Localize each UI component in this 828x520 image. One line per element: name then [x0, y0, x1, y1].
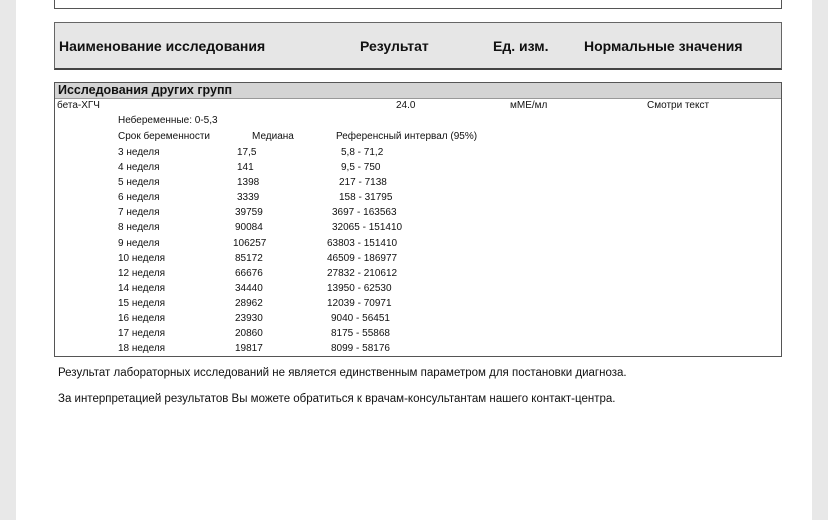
row-interval: 27832 - 210612	[327, 267, 398, 279]
row-interval: 5,8 - 71,2	[341, 147, 384, 158]
row-term: 15 неделя	[118, 297, 166, 309]
row-median: 19817	[235, 343, 263, 355]
header-norm: Нормальные значения	[584, 38, 743, 54]
document-page	[16, 0, 812, 520]
test-name: бета-ХГЧ	[57, 100, 100, 111]
reference-rows	[55, 147, 781, 358]
row-term: 7 неделя	[118, 207, 160, 219]
results-table-header	[54, 22, 782, 70]
reference-row	[55, 328, 781, 343]
row-interval: 3697 - 163563	[332, 207, 397, 219]
column-interval: Референсный интервал (95%)	[336, 131, 478, 142]
reference-row	[55, 177, 781, 192]
test-unit: мМЕ/мл	[510, 100, 548, 111]
reference-row	[55, 343, 781, 358]
reference-row	[55, 283, 781, 298]
row-interval: 9,5 - 750	[341, 162, 381, 174]
row-term: 3 неделя	[118, 147, 160, 158]
row-term: 10 неделя	[118, 252, 166, 264]
row-interval: 158 - 31795	[339, 192, 393, 204]
group-title-row	[55, 83, 781, 99]
row-term: 12 неделя	[118, 267, 166, 279]
row-median: 23930	[235, 313, 263, 325]
nonpregnant-reference: Небеременные: 0-5,3	[118, 115, 218, 126]
row-interval: 217 - 7138	[339, 177, 387, 189]
row-term: 14 неделя	[118, 282, 166, 294]
test-result: 24.0	[396, 100, 416, 111]
reference-row	[55, 207, 781, 222]
reference-row	[55, 192, 781, 207]
row-median: 39759	[235, 207, 263, 219]
row-term: 9 неделя	[118, 237, 160, 249]
row-term: 16 неделя	[118, 313, 166, 325]
row-interval: 13950 - 62530	[327, 282, 392, 294]
row-median: 28962	[235, 297, 263, 309]
row-term: 6 неделя	[118, 192, 160, 204]
row-median: 34440	[235, 282, 263, 294]
reference-row	[55, 222, 781, 237]
row-interval: 46509 - 186977	[327, 252, 398, 264]
row-median: 141	[237, 162, 254, 174]
row-interval: 12039 - 70971	[327, 297, 392, 309]
row-median: 20860	[235, 328, 263, 340]
row-interval: 32065 - 151410	[332, 222, 403, 234]
header-unit: Ед. изм.	[493, 38, 549, 54]
reference-row	[55, 238, 781, 253]
reference-row	[55, 162, 781, 177]
row-median: 1398	[237, 177, 260, 189]
reference-row	[55, 147, 781, 162]
previous-section-box	[54, 0, 782, 9]
group-title: Исследования других групп	[58, 83, 233, 97]
row-term: 8 неделя	[118, 222, 160, 234]
column-median: Медиана	[252, 131, 294, 142]
reference-row	[55, 298, 781, 313]
header-result: Результат	[360, 38, 429, 54]
results-table	[54, 82, 782, 357]
row-median: 90084	[235, 222, 263, 234]
test-norm: Смотри текст	[647, 100, 710, 111]
row-term: 5 неделя	[118, 177, 160, 189]
row-median: 66676	[235, 267, 263, 279]
row-median: 85172	[235, 252, 263, 264]
disclaimer-note: Результат лабораторных исследований не является единственным параметром для постановки диагноза.	[58, 367, 627, 379]
row-median: 106257	[233, 237, 267, 249]
row-term: 17 неделя	[118, 328, 166, 340]
row-interval: 63803 - 151410	[327, 237, 398, 249]
header-test-name: Наименование исследования	[59, 38, 266, 54]
row-median: 3339	[237, 192, 260, 204]
row-median: 17,5	[237, 147, 257, 158]
row-interval: 8175 - 55868	[331, 328, 390, 340]
row-interval: 9040 - 56451	[331, 313, 390, 325]
reference-row	[55, 268, 781, 283]
row-interval: 8099 - 58176	[331, 343, 390, 355]
contact-note: За интерпретацией результатов Вы можете обратиться к врачам-консультантам нашего контакт-центра.	[58, 393, 616, 405]
row-term: 18 неделя	[118, 343, 166, 355]
column-term: Срок беременности	[118, 131, 211, 142]
reference-row	[55, 253, 781, 268]
reference-row	[55, 313, 781, 328]
row-term: 4 неделя	[118, 162, 160, 174]
